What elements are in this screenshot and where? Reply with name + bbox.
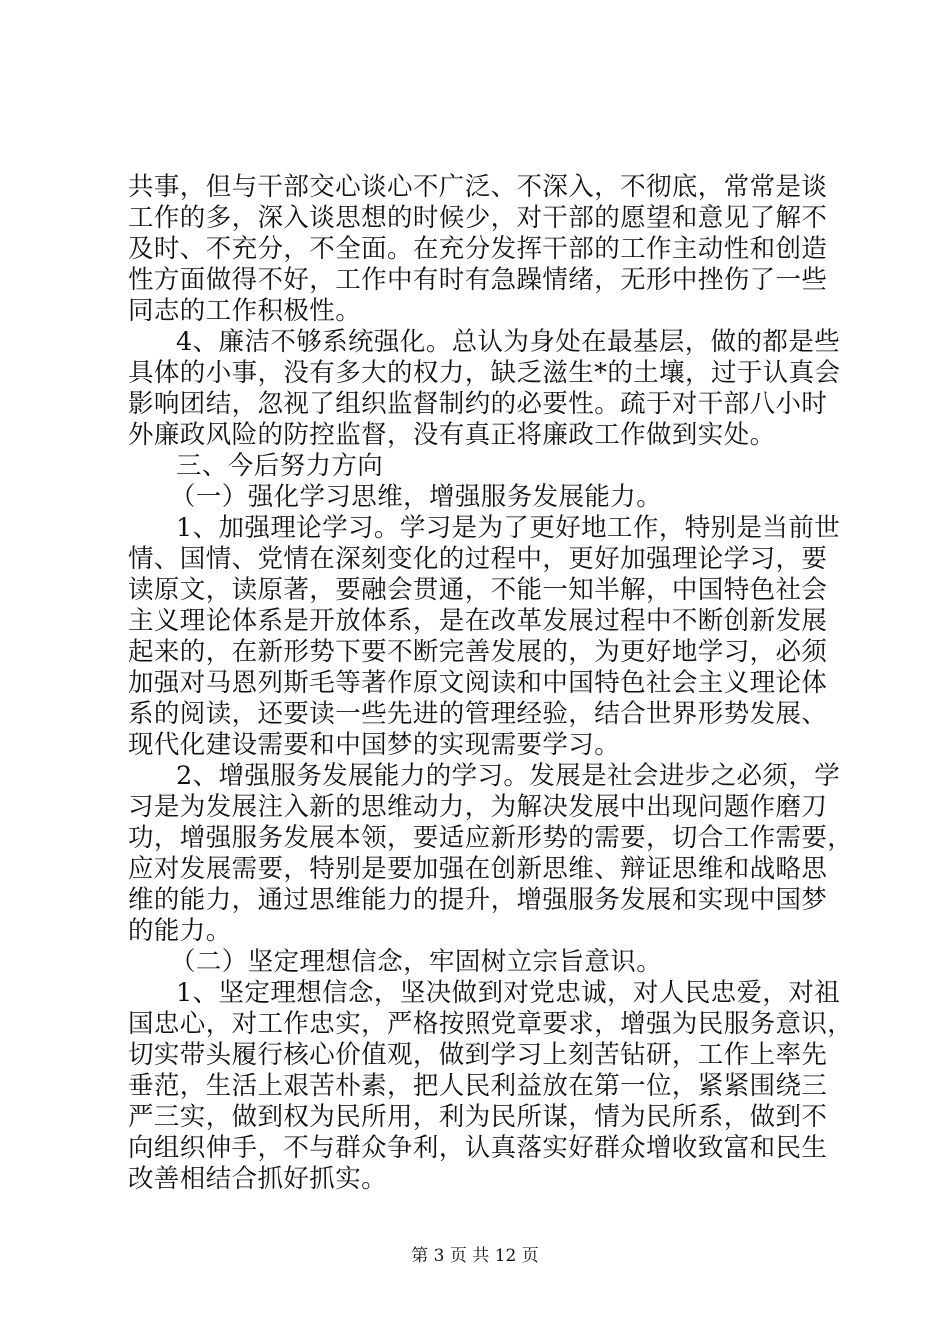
body-text-line: 工作的多，深入谈思想的时候少，对干部的愿望和意见了解不 [128, 203, 828, 233]
body-text-line: 系的阅读，还要读一些先进的管理经验，结合世界形势发展、 [128, 699, 828, 729]
body-text-line: 主义理论体系是开放体系，是在改革发展过程中不断创新发展 [128, 606, 828, 636]
body-text-line: 垂范，生活上艰苦朴素，把人民利益放在第一位，紧紧围绕三 [128, 1071, 828, 1101]
body-text-line: 严三实，做到权为民所用，利为民所谋，情为民所系，做到不 [128, 1102, 828, 1132]
page-number-footer: 第 3 页 共 12 页 [411, 1246, 539, 1266]
body-text-line: 性方面做得不好，工作中有时有急躁情绪，无形中挫伤了一些 [128, 265, 828, 295]
body-text-line: 4、廉洁不够系统强化。总认为身处在最基层，做的都是些 [176, 327, 841, 357]
body-text-line: 现代化建设需要和中国梦的实现需要学习。 [128, 730, 621, 760]
subsection-heading: （二）坚定理想信念，牢固树立宗旨意识。 [170, 947, 663, 977]
body-text-line: 情、国情、党情在深刻变化的过程中，更好加强理论学习，要 [128, 544, 828, 574]
section-heading: 三、今后努力方向 [176, 451, 384, 481]
body-text-line: 1、坚定理想信念，坚决做到对党忠诚，对人民忠爱，对祖 [176, 978, 841, 1008]
body-text-line: 切实带头履行核心价值观，做到学习上刻苦钻研，工作上率先 [128, 1040, 828, 1070]
body-text-line: 1、加强理论学习。学习是为了更好地工作，特别是当前世 [176, 513, 841, 543]
subsection-heading: （一）强化学习思维，增强服务发展能力。 [170, 482, 663, 512]
body-text-line: 的能力。 [128, 916, 232, 946]
body-text-line: 加强对马恩列斯毛等著作原文阅读和中国特色社会主义理论体 [128, 668, 828, 698]
body-text-line: 2、增强服务发展能力的学习。发展是社会进步之必须，学 [176, 761, 841, 791]
body-text-line: 外廉政风险的防控监督，没有真正将廉政工作做到实处。 [128, 420, 776, 450]
body-text-line: 具体的小事，没有多大的权力，缺乏滋生*的土壤，过于认真会 [128, 358, 841, 388]
body-text-line: 习是为发展注入新的思维动力，为解决发展中出现问题作磨刀 [128, 792, 828, 822]
body-text-line: 起来的，在新形势下要不断完善发展的，为更好地学习，必须 [128, 637, 828, 667]
body-text-line: 功，增强服务发展本领，要适应新形势的需要，切合工作需要， [128, 823, 854, 853]
body-text-line: 改善相结合抓好抓实。 [128, 1164, 388, 1194]
body-text-line: 影响团结，忽视了组织监督制约的必要性。疏于对干部八小时 [128, 389, 828, 419]
body-text-line: 及时、不充分，不全面。在充分发挥干部的工作主动性和创造 [128, 234, 828, 264]
body-text-line: 国忠心，对工作忠实，严格按照党章要求，增强为民服务意识， [128, 1009, 854, 1039]
body-text-line: 共事，但与干部交心谈心不广泛、不深入，不彻底，常常是谈 [128, 172, 828, 202]
body-text-line: 读原文，读原著，要融会贯通，不能一知半解，中国特色社会 [128, 575, 828, 605]
body-text-line: 向组织伸手，不与群众争利，认真落实好群众增收致富和民生 [128, 1133, 828, 1163]
body-text-line: 同志的工作积极性。 [128, 296, 362, 326]
body-text-line: 应对发展需要，特别是要加强在创新思维、辩证思维和战略思 [128, 854, 828, 884]
body-text-line: 维的能力，通过思维能力的提升，增强服务发展和实现中国梦 [128, 885, 828, 915]
